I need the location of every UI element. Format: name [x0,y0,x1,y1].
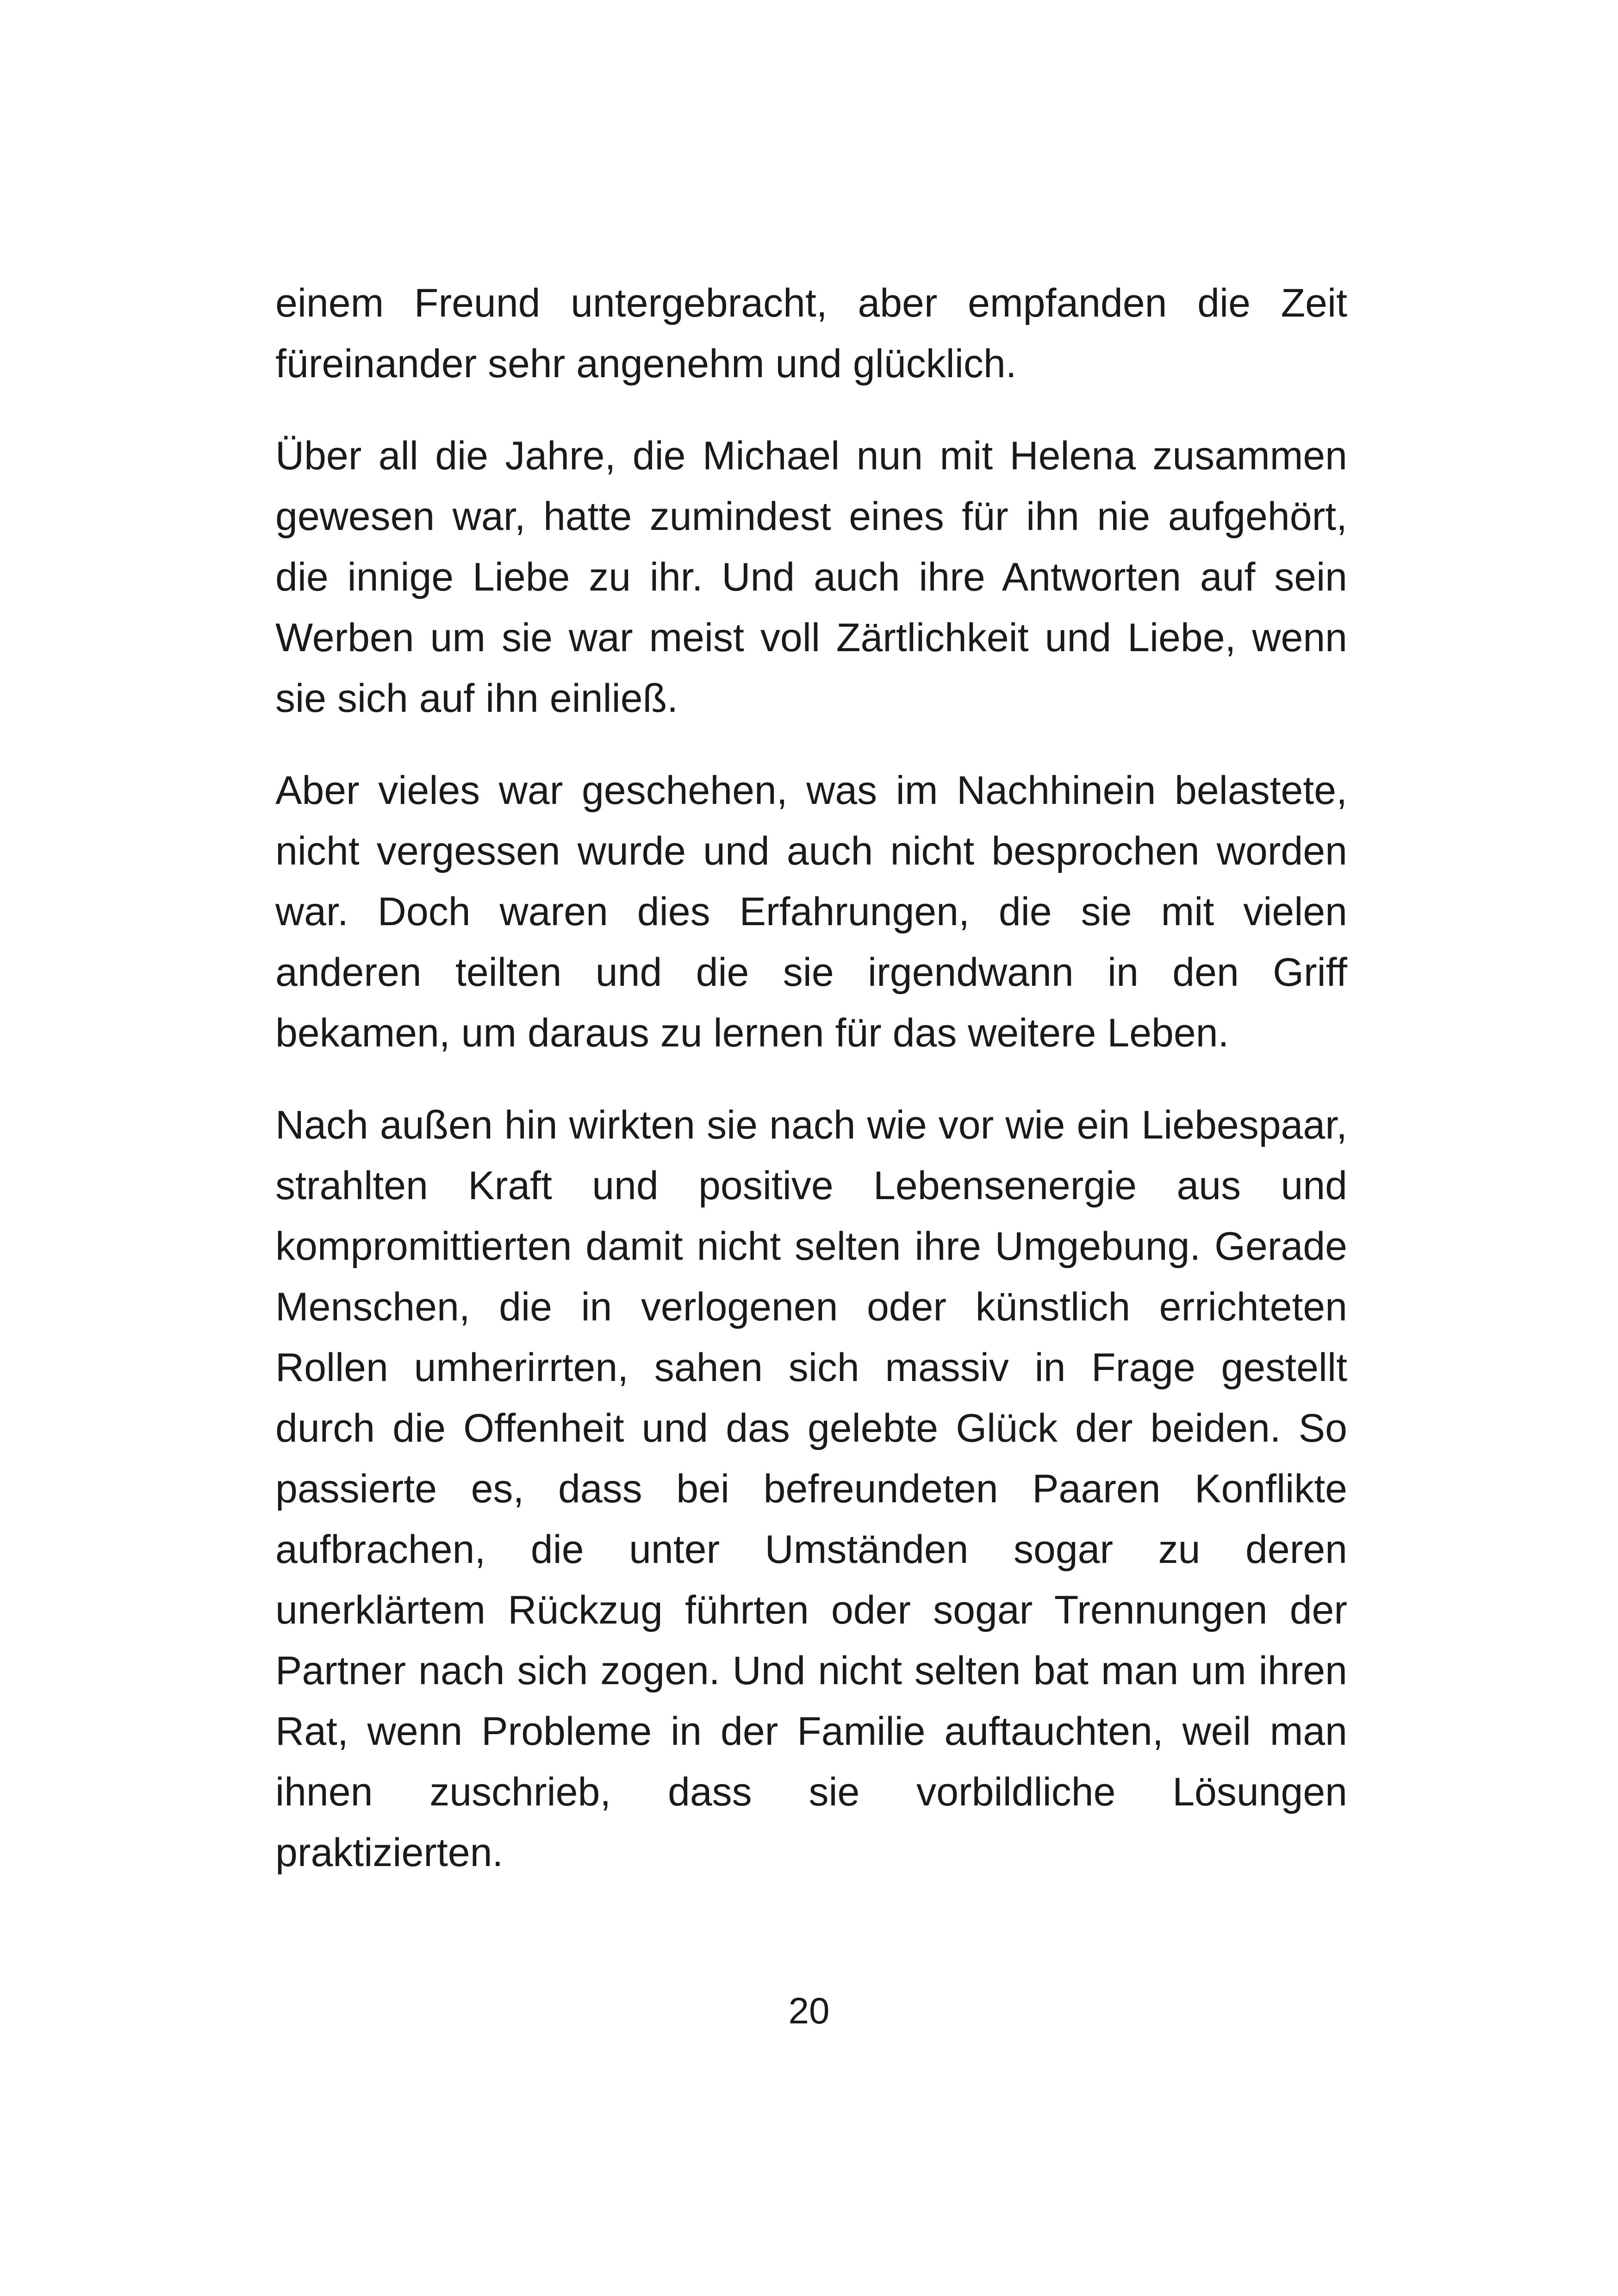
paragraph-2: Über all die Jahre, die Michael nun mit Helena zusammen gewesen war, hatte zumindest eines für ihn nie aufgehört, die innige Liebe zu ihr. Und auch ihre Antworten auf sein Werben um sie war meist voll Zärtlichkeit und Liebe, wenn sie sich auf ihn einließ. [275,434,1347,721]
paragraph-4: Nach außen hin wirkten sie nach wie vor wie ein Liebespaar, strahlten Kraft und positive Lebensenergie aus und kompromittierten damit nicht selten ihre Umgebung. Gerade Menschen, die in verlogenen oder künstlich errichteten Rollen umherirrten, sahen sich massiv in Frage gestellt durch die Offenheit und das gelebte Glück der beiden. So passierte es, dass bei befreundeten Paaren Konflikte aufbrachen, die unter Umständen sogar zu deren unerklärtem Rückzug führten oder sogar Trennungen der Partner nach sich zogen. Und nicht selten bat man um ihren Rat, wenn Probleme in der Familie auftauchten, weil man ihnen zuschrieb, dass sie vorbildliche Lösungen praktizierten. [275,1103,1347,1875]
paragraph-3: Aber vieles war geschehen, was im Nachhinein belastete, nicht vergessen wurde und auch nicht besprochen worden war. Doch waren dies Erfahrungen, die sie mit vielen anderen teilten und die sie irgendwann in den Griff bekamen, um daraus zu lernen für das weitere Leben. [275,768,1347,1055]
page-number: 20 [788,1990,830,2031]
body-text [275,273,1347,1915]
paragraph-1: einem Freund untergebracht, aber empfanden die Zeit füreinander sehr angenehm und glücklich. [275,281,1347,386]
